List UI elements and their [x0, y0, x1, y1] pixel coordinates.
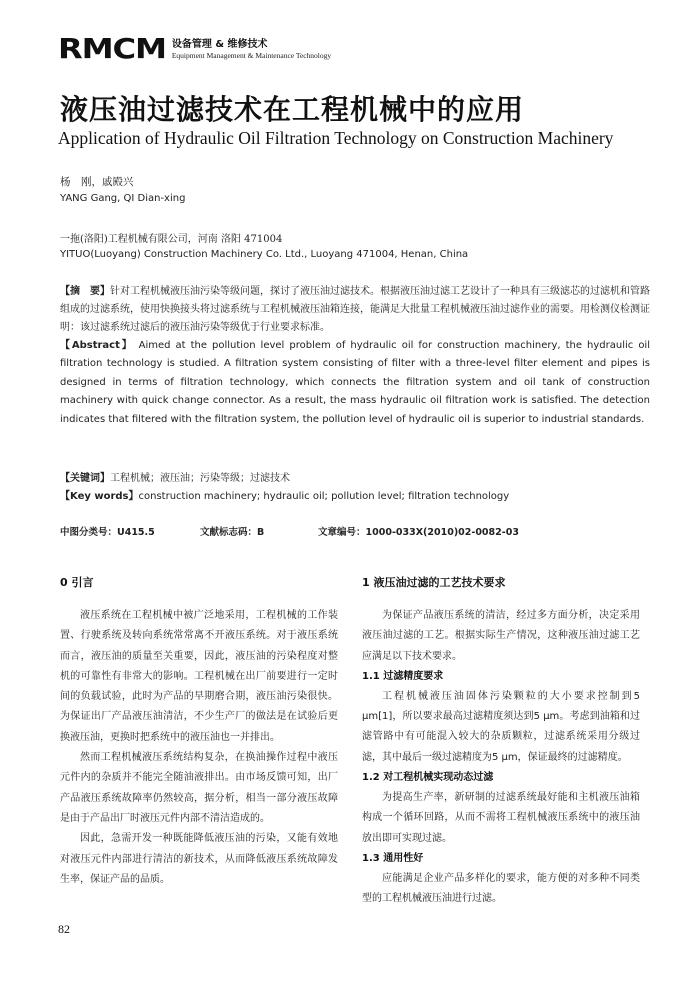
journal-name-en: Equipment Management & Maintenance Technology — [171, 51, 332, 60]
section-heading-intro: 0 引言 — [60, 576, 94, 589]
affiliation-chinese: 一拖(洛阳)工程机械有限公司，河南 洛阳 471004 — [60, 234, 283, 245]
abstract-label-en: 【Abstract】 — [60, 340, 134, 351]
title-chinese: 液压油过滤技术在工程机械中的应用 — [60, 93, 525, 126]
subsection-text: 为提高生产率，新研制的过滤系统最好能和主机液压油箱构成一个循环回路，从而不需将工程机械液压系统中的液压油放出即可实现过滤。 — [362, 792, 640, 844]
intro-paragraph: 液压系统在工程机械中被广泛地采用，工程机械的工作装置、行驶系统及转向系统常常离不开液压系统。对于液压系统而言，液压油的质量至关重要，因此，液压油的污染程度对整机的可靠性有非常大的影响。工程机械在出厂前要进行一定时间的负载试验，此时为产品的早期磨合期，液压油污染很快。为保证出厂产品液压油清洁，不少生产厂的做法是在试验后更换液压油，更换时把系统中的液压油也一并排出。 — [60, 610, 338, 743]
subsection-heading: 1.3 通用性好 — [362, 852, 424, 864]
left-column — [60, 576, 338, 890]
keywords-text-en: construction machinery; hydraulic oil; pollution level; filtration technology — [138, 491, 510, 502]
journal-name-cn: 设备管理 & 维修技术 — [171, 39, 268, 50]
classification-line — [60, 524, 650, 538]
keywords-block — [60, 470, 650, 506]
journal-names — [172, 39, 331, 62]
abstract-chinese — [60, 283, 650, 337]
abstract-text-cn: 针对工程机械液压油污染等级问题，探讨了液压油过滤技术。根据液压油过滤工艺设计了一种具有三级滤芯的过滤机和管路组成的过滤系统，使用快换接头将过滤系统与工程机械液压油箱连接，能满足大批量工程机械液压油过滤作业的需要。用检测仪检测证明：该过滤系统过滤后的液压油污染等级优于行业要求标准。 — [60, 286, 650, 333]
abstract-text-en: Aimed at the pollution level problem of hydraulic oil for construction machinery, the hydraulic oil filtration technology is studied. A filtration system consisting of filter with a three-level filter element and pipes is designed in terms of filtration technology, which connects the filtration system and oil tank of construction machinery with quick change connector. As a result, the mass hydraulic oil filtration work is satisfied. The detection indicates that filtered with the filtration system, the pollution level of hydraulic oil is superior to industrial standards. — [60, 340, 650, 425]
subsection-heading: 1.1 过滤精度要求 — [362, 670, 444, 682]
article-number: 文章编号：1000-033X(2010)02-0082-03 — [318, 527, 519, 538]
page-number: 82 — [58, 922, 70, 936]
requirements-intro: 为保证产品液压系统的清洁，经过多方面分析，决定采用液压油过滤的工艺。根据实际生产情况，这种液压油过滤工艺应满足以下技术要求。 — [362, 610, 640, 662]
clc-number: 中图分类号：U415.5 — [60, 527, 155, 538]
intro-paragraph: 因此，急需开发一种既能降低液压油的污染，又能有效地对液压元件内部进行清洁的新技术，从而降低液压系统故障发生率，保证产品的品质。 — [60, 833, 338, 885]
authors-english: YANG Gang, QI Dian-xing — [60, 193, 186, 204]
keywords-chinese — [60, 470, 650, 488]
abstract-block — [60, 283, 650, 429]
keywords-label-cn: 【关键词】 — [60, 473, 110, 484]
right-column — [362, 576, 640, 910]
section-heading-requirements: 1 液压油过滤的工艺技术要求 — [362, 576, 506, 589]
keywords-label-en: 【Key words】 — [60, 491, 139, 502]
keywords-english — [60, 488, 650, 506]
keywords-text-cn: 工程机械；液压油；污染等级；过滤技术 — [110, 473, 290, 484]
authors-chinese: 杨 刚，戚殿兴 — [60, 176, 134, 188]
abstract-english — [60, 337, 650, 429]
abstract-label-cn: 【摘 要】 — [60, 286, 110, 297]
intro-paragraph: 然而工程机械液压系统结构复杂，在换油操作过程中液压元件内的杂质并不能完全随油液排出。由市场反馈可知，出厂产品液压系统故障率仍然较高，据分析，相当一部分液压故障是由于产品出厂时液压元件内部不清洁造成的。 — [60, 752, 338, 824]
document-code: 文献标志码：B — [200, 527, 265, 538]
subsection-text: 工程机械液压油固体污染颗粒的大小要求控制到5 μm[1]，所以要求最高过滤精度须达到5 μm。考虑到油箱和过滤管路中有可能混入较大的杂质颗粒，过滤系统采用分级过滤，其中最后一级过滤精度为5 μm，保证最终的过滤精度。 — [362, 690, 640, 763]
subsection-text: 应能满足企业产品多样化的要求，能方便的对多种不同类型的工程机械液压油进行过滤。 — [362, 872, 640, 905]
subsection-heading: 1.2 对工程机械实现动态过滤 — [362, 772, 494, 784]
journal-logo: RMCM — [58, 32, 166, 65]
title-english: Application of Hydraulic Oil Filtration Technology on Construction Machinery — [58, 128, 614, 148]
journal-header — [58, 32, 332, 65]
affiliation-english: YITUO(Luoyang) Construction Machinery Co. Ltd., Luoyang 471004, Henan, China — [60, 249, 469, 260]
